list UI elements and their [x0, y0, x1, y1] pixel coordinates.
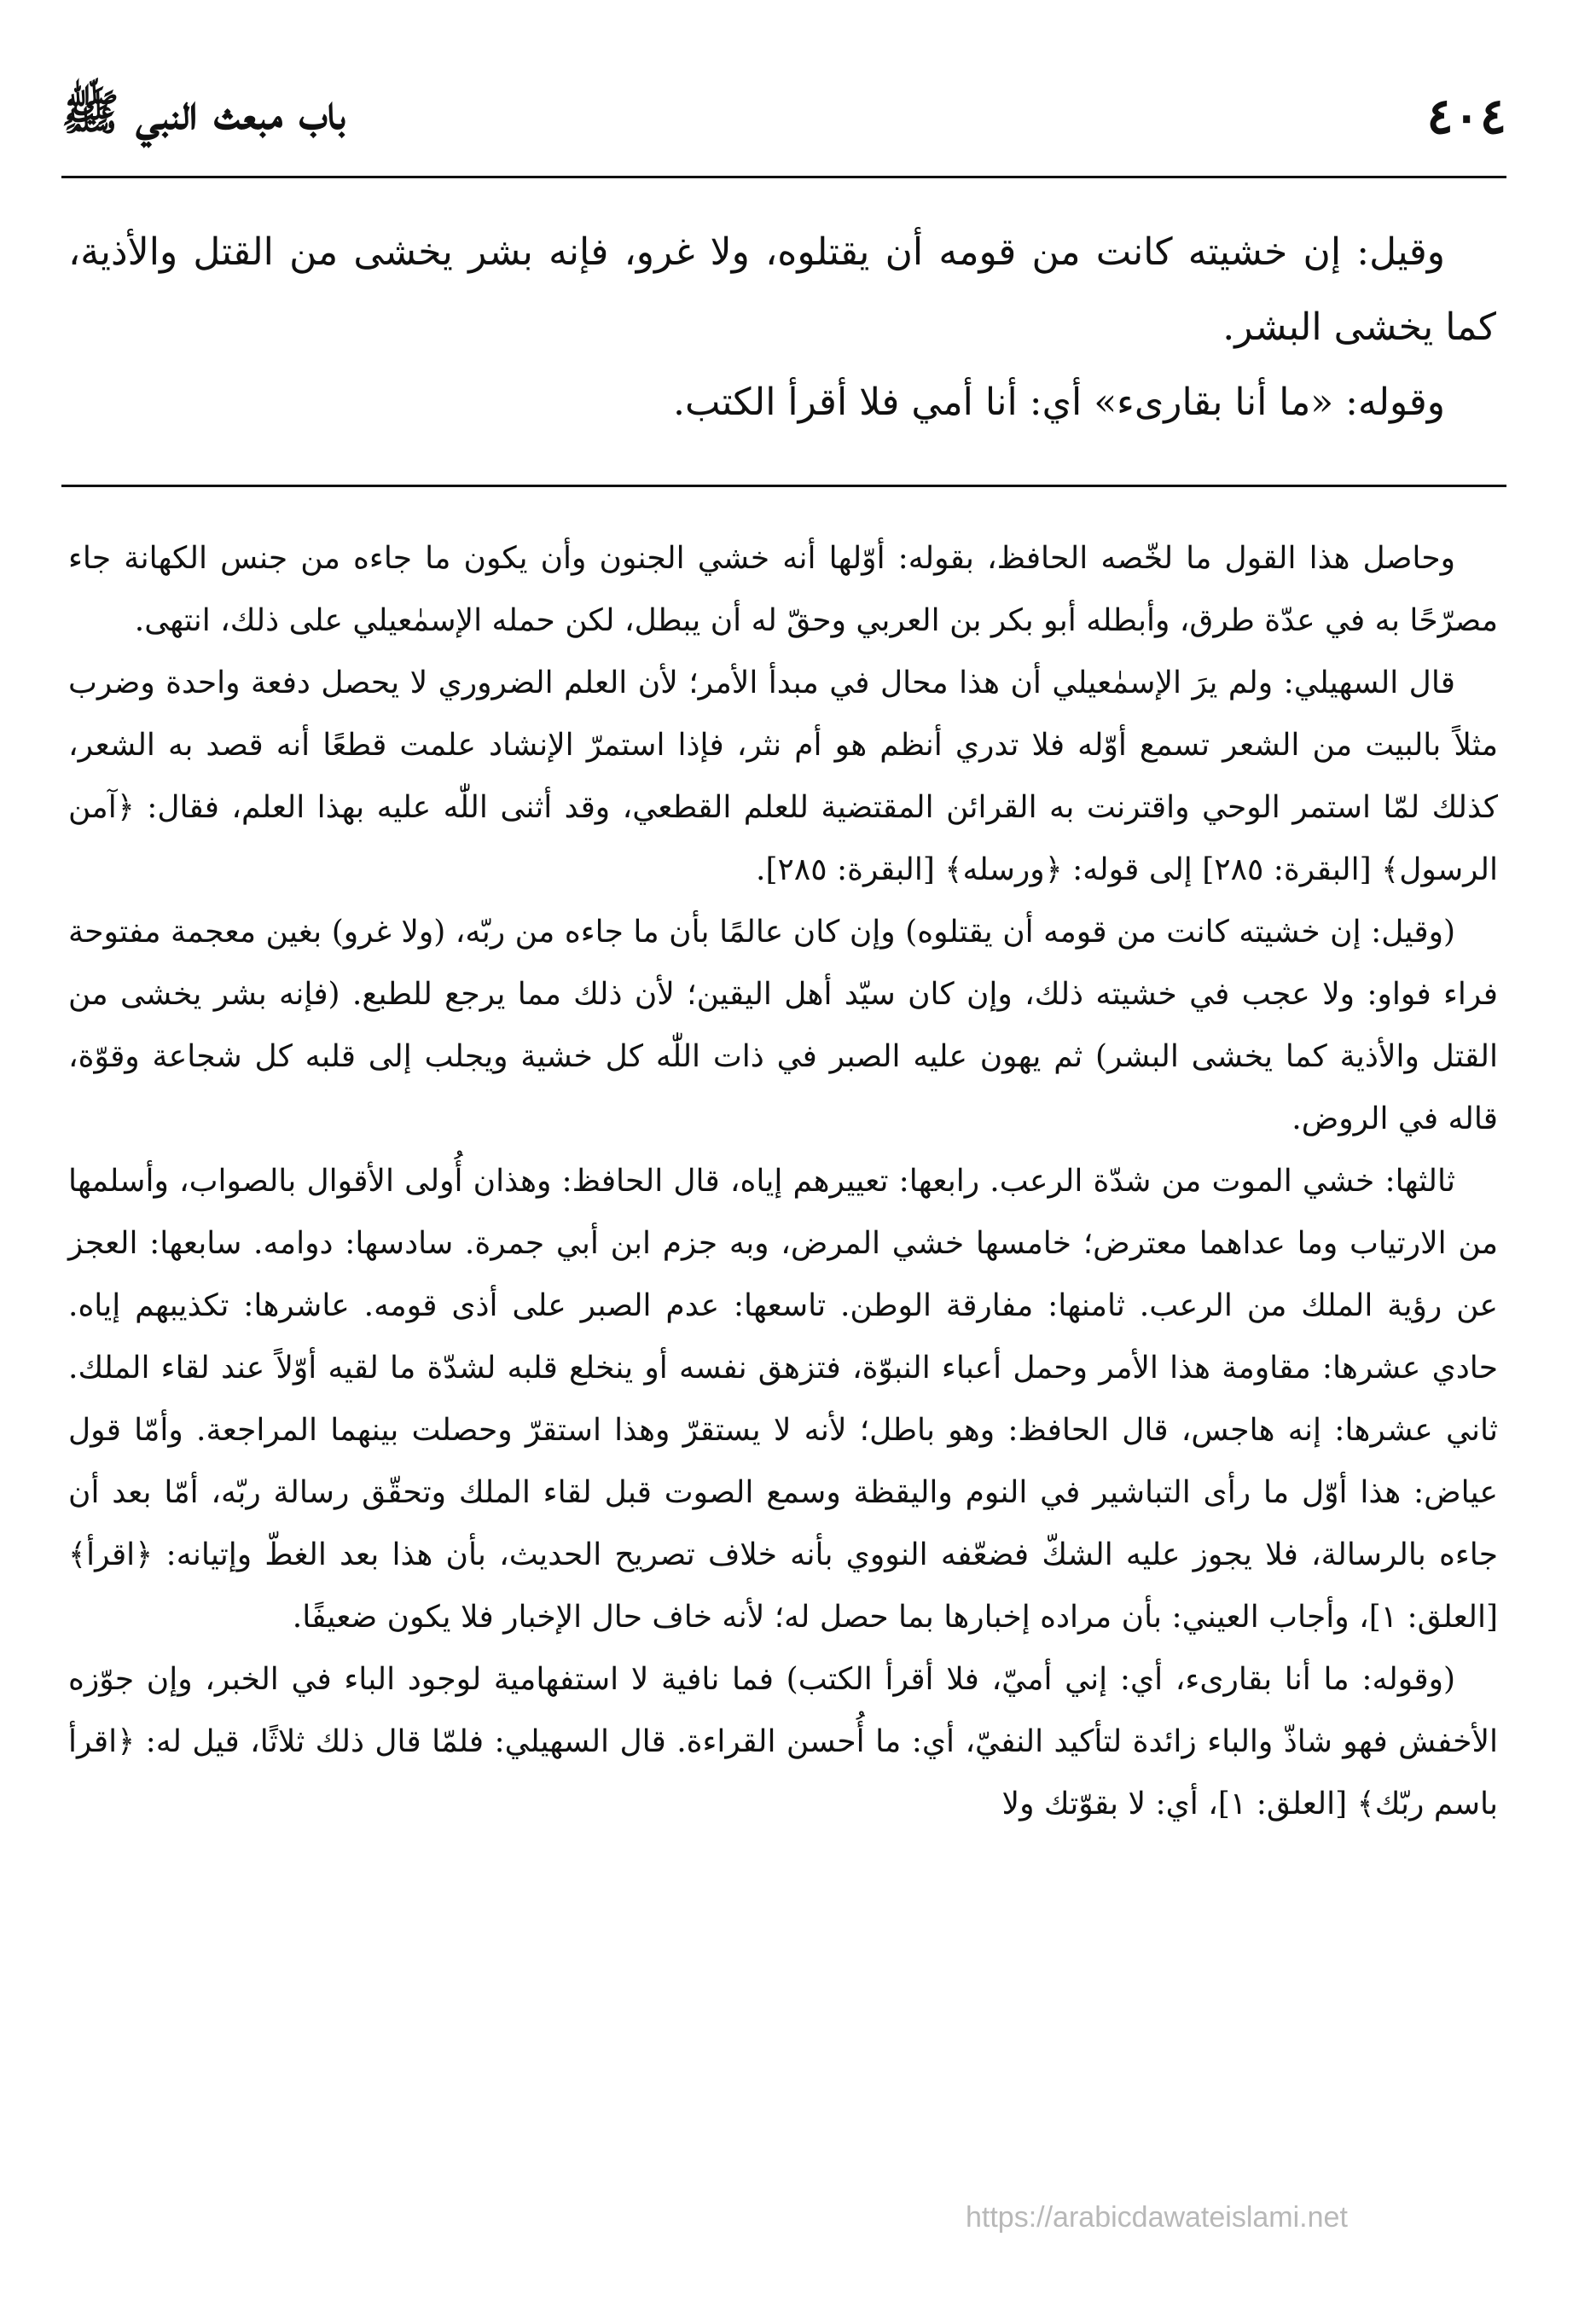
watermark-url: https://arabicdawateislami.net — [966, 2201, 1348, 2234]
header-divider — [61, 176, 1506, 178]
page-header — [61, 78, 1506, 172]
commentary-paragraph: (وقيل: إن خشيته كانت من قومه أن يقتلوه) وإن كان عالمًا بأن ما جاءه من ربّه، (ولا غرو) بغين معجمة مفتوحة فراء فواو: ولا عجب في خشيته ذلك، وإن كان سيّد أهل اليقين؛ لأن ذلك مما يرجع للطبع. (فإنه بشر يخشى من القتل والأذية كما يخشى البشر) ثم يهون عليه الصبر في ذات اللّٰه كل خشية ويجلب إلى قلبه كل شجاعة وقوّة، قاله في الروض. — [68, 915, 1498, 1136]
commentary-divider — [61, 485, 1506, 487]
chapter-title: باب مبعث النبي ﷺ — [61, 84, 345, 141]
commentary-text — [68, 527, 1498, 1835]
main-text — [68, 215, 1496, 440]
matn-paragraph: وقيل: إن خشيته كانت من قومه أن يقتلوه، ولا غرو، فإنه بشر يخشى من القتل والأذية، كما يخشى البشر. — [68, 230, 1496, 349]
matn-paragraph: وقوله: «ما أنا بقارىء» أي: أنا أمي فلا أقرأ الكتب. — [673, 381, 1445, 424]
commentary-paragraph: (وقوله: ما أنا بقارىء، أي: إني أميّ، فلا أقرأ الكتب) فما نافية لا استفهامية لوجود الباء في الخبر، وإن جوّزه الأخفش فهو شاذّ والباء زائدة لتأكيد النفيّ، أي: ما أُحسن القراءة. قال السهيلي: فلمّا قال ذلك ثلاثًا، قيل له: ﴿اقرأ باسم ربّك﴾ [العلق: ١]، أي: لا بقوّتك ولا — [68, 1662, 1498, 1821]
commentary-paragraph: قال السهيلي: ولم يرَ الإسمٰعيلي أن هذا محال في مبدأ الأمر؛ لأن العلم الضروري لا يحصل دفعة واحدة وضرب مثلاً بالبيت من الشعر تسمع أوّله فلا تدري أنظم هو أم نثر، فإذا استمرّ الإنشاد علمت قطعًا أنه قصد به الشعر، كذلك لمّا استمر الوحي واقترنت به القرائن المقتضية للعلم القطعي، وقد أثنى اللّٰه عليه بهذا العلم، فقال: ﴿آمن الرسول﴾ [البقرة: ٢٨٥] إلى قوله: ﴿ورسله﴾ [البقرة: ٢٨٥]. — [68, 665, 1498, 887]
commentary-paragraph: وحاصل هذا القول ما لخّصه الحافظ، بقوله: أوّلها أنه خشي الجنون وأن يكون ما جاءه من جنس الكهانة جاء مصرّحًا به في عدّة طرق، وأبطله أبو بكر بن العربي وحقّ له أن يبطل، لكن حمله الإسمٰعيلي على ذلك، انتهى. — [68, 541, 1498, 638]
page-number: ٤٠٤ — [1426, 87, 1506, 145]
commentary-paragraph: ثالثها: خشي الموت من شدّة الرعب. رابعها: تعييرهم إياه، قال الحافظ: وهذان أُولى الأقوال بالصواب، وأسلمها من الارتياب وما عداهما معترض؛ خامسها خشي المرض، وبه جزم ابن أبي جمرة. سادسها: دوامه. سابعها: العجز عن رؤية الملك من الرعب. ثامنها: مفارقة الوطن. تاسعها: عدم الصبر على أذى قومه. عاشرها: تكذيبهم إياه. حادي عشرها: مقاومة هذا الأمر وحمل أعباء النبوّة، فتزهق نفسه أو ينخلع قلبه لشدّة ما لقيه أوّلاً عند لقاء الملك. ثاني عشرها: إنه هاجس، قال الحافظ: وهو باطل؛ لأنه لا يستقرّ وهذا استقرّ وحصلت بينهما المراجعة. وأمّا قول عياض: هذا أوّل ما رأى التباشير في النوم واليقظة وسمع الصوت قبل لقاء الملك وتحقّق رسالة ربّه، أمّا بعد أن جاءه بالرسالة، فلا يجوز عليه الشكّ فضعّفه النووي بأنه خلاف تصريح الحديث، بأن هذا بعد الغطّ وإتيانه: ﴿اقرأ﴾ [العلق: ١]، وأجاب العيني: بأن مراده إخبارها بما حصل له؛ لأنه خاف حال الإخبار فلا يكون ضعيفًا. — [68, 1164, 1498, 1635]
